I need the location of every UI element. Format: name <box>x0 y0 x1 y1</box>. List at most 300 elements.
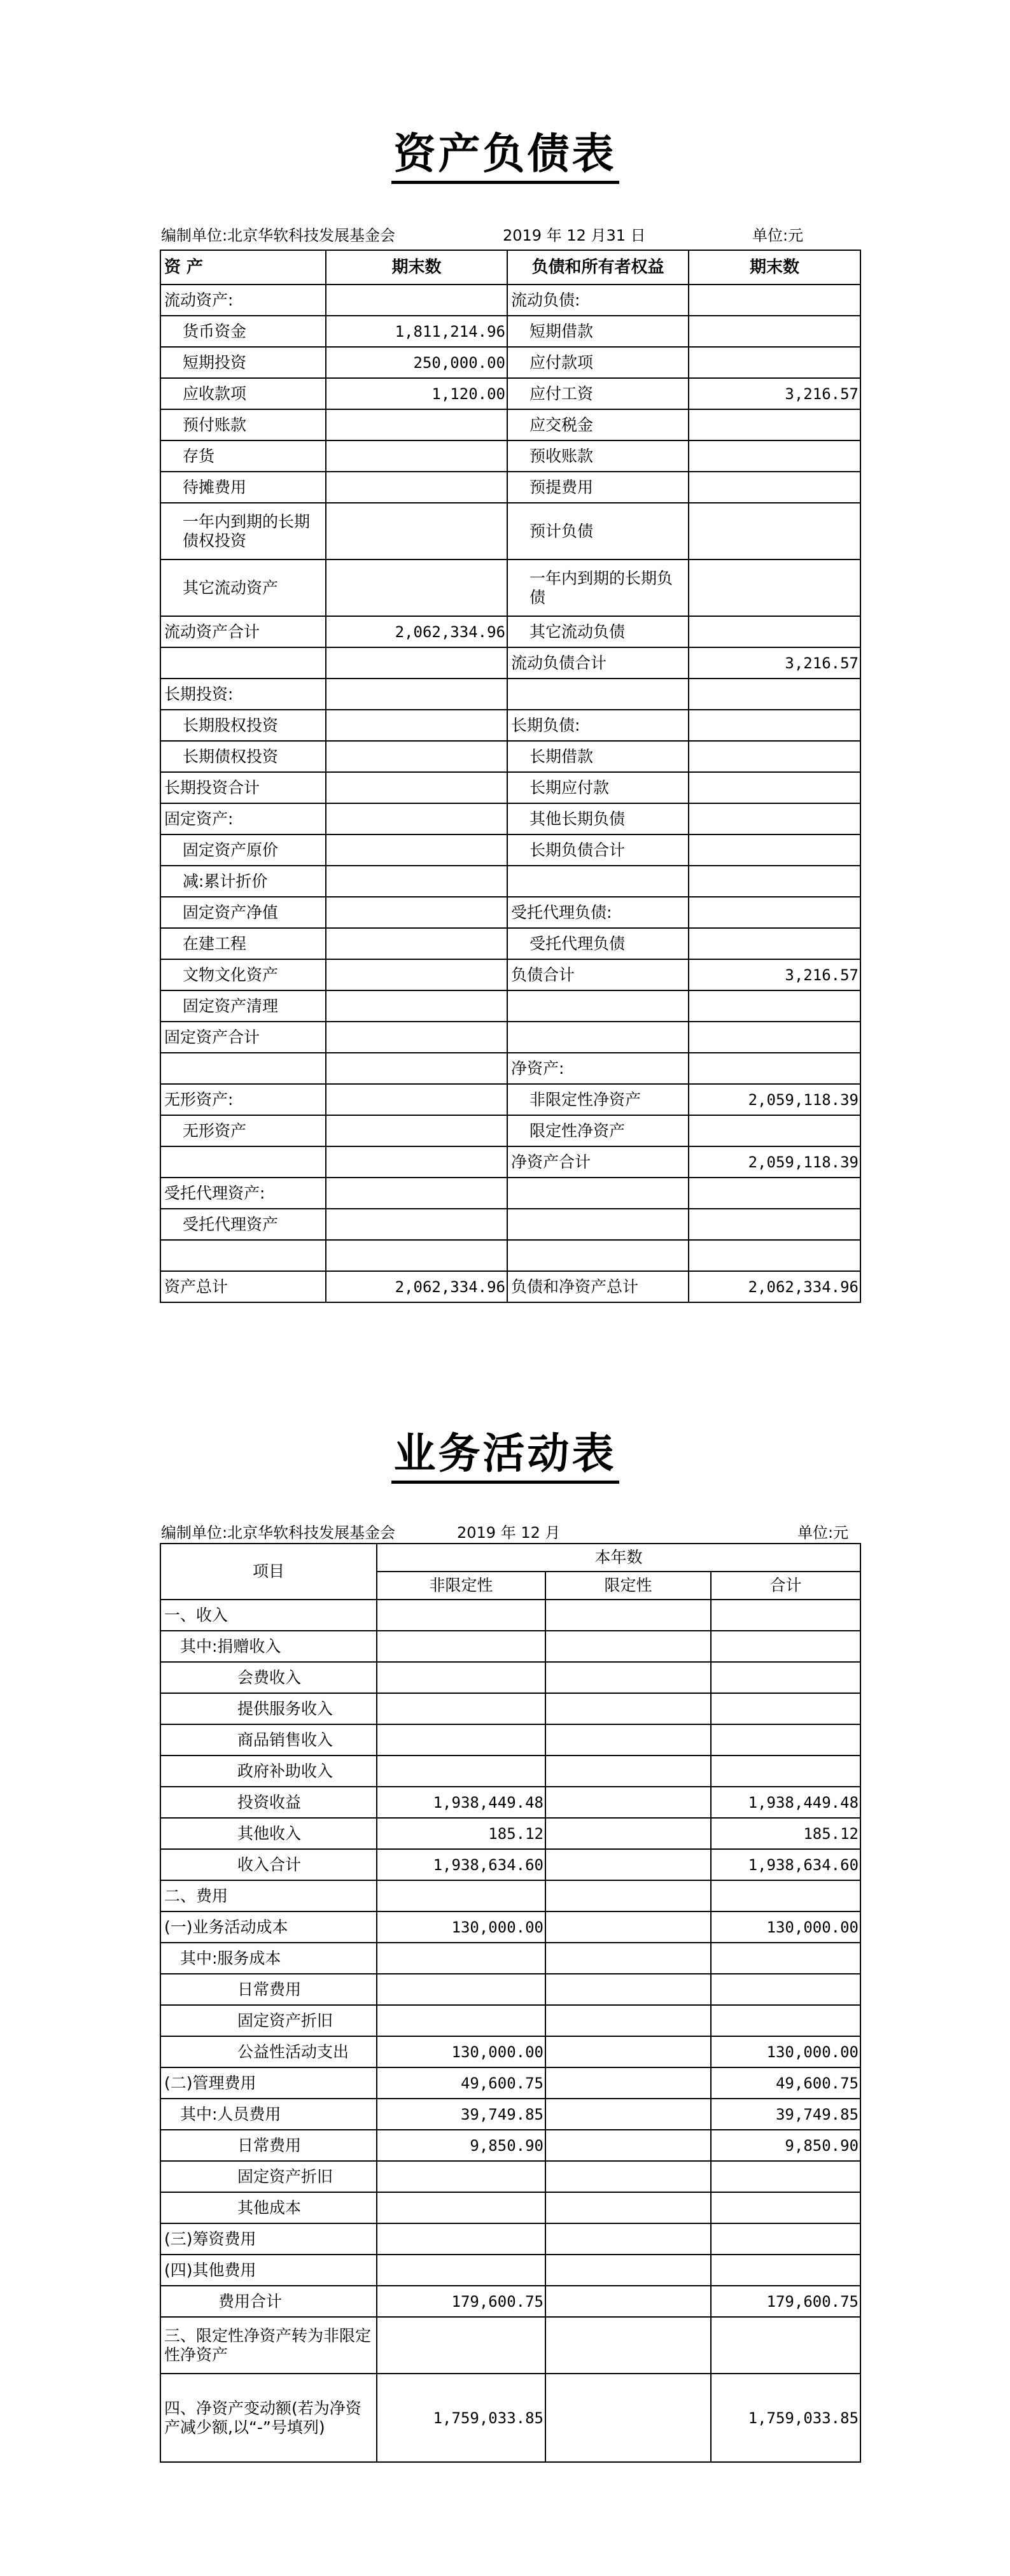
total-value <box>711 2192 860 2223</box>
liability-item: 长期应付款 <box>507 772 689 803</box>
total-value: 1,938,634.60 <box>711 1849 860 1880</box>
activity-row <box>160 2286 860 2317</box>
asset-period-end <box>326 560 507 616</box>
asset-period-end <box>326 959 507 990</box>
restricted-value <box>545 2067 711 2099</box>
liability-period-end: 3,216.57 <box>689 959 860 990</box>
balance-row <box>160 803 860 834</box>
asset-period-end <box>326 710 507 741</box>
balance-row <box>160 710 860 741</box>
asset-period-end <box>326 741 507 772</box>
liability-period-end <box>689 710 860 741</box>
total-value: 185.12 <box>711 1818 860 1849</box>
activity-row <box>160 2130 860 2161</box>
liability-item <box>507 990 689 1022</box>
asset-item: 其它流动资产 <box>160 560 326 616</box>
liability-period-end <box>689 440 860 472</box>
balance-row <box>160 503 860 560</box>
balance-row <box>160 1022 860 1053</box>
liability-item: 净资产: <box>507 1053 689 1084</box>
liability-item: 非限定性净资产 <box>507 1084 689 1115</box>
unrestricted-value: 130,000.00 <box>377 2036 545 2067</box>
activity-row <box>160 1600 860 1631</box>
total-value <box>711 1974 860 2005</box>
restricted-value <box>545 1974 711 2005</box>
liability-item <box>507 1178 689 1209</box>
asset-item: 资产总计 <box>160 1271 326 1302</box>
total-value <box>711 1943 860 1974</box>
asset-item: 固定资产合计 <box>160 1022 326 1053</box>
activity-row <box>160 1662 860 1693</box>
balance-row <box>160 1053 860 1084</box>
asset-period-end <box>326 1209 507 1240</box>
asset-item: 长期投资: <box>160 679 326 710</box>
activity-row <box>160 2005 860 2036</box>
item-header: 项目 <box>160 1544 377 1600</box>
liability-period-end <box>689 928 860 959</box>
asset-item: 应收款项 <box>160 378 326 409</box>
liability-item: 受托代理负债: <box>507 897 689 928</box>
restricted-value <box>545 2130 711 2161</box>
liability-item: 应交税金 <box>507 409 689 440</box>
activity-row <box>160 1724 860 1756</box>
unrestricted-value <box>377 1756 545 1787</box>
activity-item: 三、限定性净资产转为非限定性净资产 <box>160 2317 377 2374</box>
balance-row <box>160 440 860 472</box>
asset-period-end <box>326 472 507 503</box>
activity-row <box>160 1943 860 1974</box>
asset-item: 预付账款 <box>160 409 326 440</box>
balance-row <box>160 285 860 316</box>
asset-period-end <box>326 834 507 866</box>
activity-header-row-1 <box>160 1544 860 1572</box>
total-value: 39,749.85 <box>711 2099 860 2130</box>
activity-row <box>160 2036 860 2067</box>
activity-item: 会费收入 <box>160 1662 377 1693</box>
liabilities-header: 负债和所有者权益 <box>507 250 689 285</box>
asset-period-end: 1,811,214.96 <box>326 316 507 347</box>
asset-item: 一年内到期的长期债权投资 <box>160 503 326 560</box>
liability-period-end: 3,216.57 <box>689 647 860 679</box>
restricted-value <box>545 1787 711 1818</box>
asset-period-end <box>326 647 507 679</box>
liability-period-end <box>689 1178 860 1209</box>
asset-item: 长期投资合计 <box>160 772 326 803</box>
total-value: 130,000.00 <box>711 2036 860 2067</box>
liability-item: 长期负债: <box>507 710 689 741</box>
liability-item <box>507 866 689 897</box>
liability-period-end <box>689 741 860 772</box>
activity-item: 商品销售收入 <box>160 1724 377 1756</box>
liability-item: 长期借款 <box>507 741 689 772</box>
total-value: 179,600.75 <box>711 2286 860 2317</box>
balance-row <box>160 1240 860 1271</box>
unrestricted-value: 49,600.75 <box>377 2067 545 2099</box>
activity-item: 其他成本 <box>160 2192 377 2223</box>
unrestricted-value <box>377 2192 545 2223</box>
liability-period-end <box>689 1022 860 1053</box>
activity-row <box>160 1880 860 1911</box>
assets-header: 资 产 <box>160 250 326 285</box>
balance-row <box>160 378 860 409</box>
liability-item: 其它流动负债 <box>507 616 689 647</box>
unrestricted-value <box>377 1974 545 2005</box>
unrestricted-value: 1,759,033.85 <box>377 2374 545 2462</box>
restricted-value <box>545 1943 711 1974</box>
asset-period-end <box>326 928 507 959</box>
liability-item: 应付工资 <box>507 378 689 409</box>
liability-period-end <box>689 1209 860 1240</box>
asset-item: 受托代理资产 <box>160 1209 326 1240</box>
asset-item: 在建工程 <box>160 928 326 959</box>
total-value <box>711 2255 860 2286</box>
unrestricted-value: 1,938,634.60 <box>377 1849 545 1880</box>
asset-item: 固定资产清理 <box>160 990 326 1022</box>
unrestricted-value: 185.12 <box>377 1818 545 1849</box>
restricted-value <box>545 1818 711 1849</box>
asset-period-end: 1,120.00 <box>326 378 507 409</box>
unrestricted-value: 9,850.90 <box>377 2130 545 2161</box>
activity-row <box>160 2192 860 2223</box>
total-value <box>711 1756 860 1787</box>
asset-item: 长期股权投资 <box>160 710 326 741</box>
asset-item: 固定资产原价 <box>160 834 326 866</box>
liability-item: 流动负债: <box>507 285 689 316</box>
asset-period-end <box>326 409 507 440</box>
asset-item: 无形资产 <box>160 1115 326 1146</box>
activity-item: 提供服务收入 <box>160 1693 377 1724</box>
balance-row <box>160 772 860 803</box>
unrestricted-value <box>377 2255 545 2286</box>
total-value <box>711 1880 860 1911</box>
activity-item: 其他收入 <box>160 1818 377 1849</box>
liability-period-end <box>689 285 860 316</box>
liabilities-period-end-header: 期末数 <box>689 250 860 285</box>
liability-period-end <box>689 1115 860 1146</box>
balance-row <box>160 347 860 378</box>
activity-row <box>160 2223 860 2255</box>
restricted-value <box>545 1631 711 1662</box>
unrestricted-value <box>377 1662 545 1693</box>
liability-item: 负债合计 <box>507 959 689 990</box>
activity-statement-title: 业务活动表 <box>0 1419 1010 1480</box>
balance-row <box>160 928 860 959</box>
liability-period-end <box>689 347 860 378</box>
balance-row <box>160 897 860 928</box>
restricted-header: 限定性 <box>545 1572 711 1600</box>
liability-period-end <box>689 834 860 866</box>
liability-item: 预提费用 <box>507 472 689 503</box>
liability-item <box>507 1240 689 1271</box>
activity-row <box>160 2374 860 2462</box>
asset-item: 固定资产: <box>160 803 326 834</box>
balance-row <box>160 834 860 866</box>
liability-item <box>507 679 689 710</box>
liability-item: 一年内到期的长期负债 <box>507 560 689 616</box>
liability-period-end: 3,216.57 <box>689 378 860 409</box>
balance-row <box>160 990 860 1022</box>
asset-period-end <box>326 1178 507 1209</box>
liability-period-end <box>689 990 860 1022</box>
asset-item: 短期投资 <box>160 347 326 378</box>
balance-row <box>160 1115 860 1146</box>
total-value: 9,850.90 <box>711 2130 860 2161</box>
activity-item: 其中:捐赠收入 <box>160 1631 377 1662</box>
activity-item: (一)业务活动成本 <box>160 1911 377 1943</box>
unrestricted-value <box>377 2161 545 2192</box>
activity-item: 收入合计 <box>160 1849 377 1880</box>
unrestricted-value <box>377 2317 545 2374</box>
activity-row <box>160 1974 860 2005</box>
liability-period-end <box>689 1240 860 1271</box>
total-value <box>711 2161 860 2192</box>
asset-period-end: 2,062,334.96 <box>326 616 507 647</box>
asset-period-end <box>326 503 507 560</box>
activity-item: (三)筹资费用 <box>160 2223 377 2255</box>
balance-row <box>160 679 860 710</box>
activity-row <box>160 2067 860 2099</box>
balance-row <box>160 741 860 772</box>
activity-item: 一、收入 <box>160 1600 377 1631</box>
balance-unit-org: 编制单位:北京华软科技发展基金会 <box>161 227 396 244</box>
asset-period-end <box>326 803 507 834</box>
balance-row <box>160 959 860 990</box>
activity-row <box>160 1693 860 1724</box>
activity-item: 日常费用 <box>160 1974 377 2005</box>
balance-row <box>160 1271 860 1302</box>
asset-period-end <box>326 1022 507 1053</box>
asset-period-end: 2,062,334.96 <box>326 1271 507 1302</box>
assets-period-end-header: 期末数 <box>326 250 507 285</box>
asset-period-end <box>326 1146 507 1178</box>
balance-row <box>160 647 860 679</box>
activity-row <box>160 2255 860 2286</box>
asset-item: 受托代理资产: <box>160 1178 326 1209</box>
asset-item: 固定资产净值 <box>160 897 326 928</box>
total-value <box>711 2317 860 2374</box>
asset-item: 减:累计折价 <box>160 866 326 897</box>
activity-row <box>160 1756 860 1787</box>
liability-period-end <box>689 616 860 647</box>
activity-unit: 单位:元 <box>797 1524 849 1542</box>
asset-period-end <box>326 897 507 928</box>
total-value <box>711 1724 860 1756</box>
liability-item: 长期负债合计 <box>507 834 689 866</box>
asset-item: 流动资产: <box>160 285 326 316</box>
activity-row <box>160 1787 860 1818</box>
liability-item: 流动负债合计 <box>507 647 689 679</box>
liability-period-end <box>689 772 860 803</box>
asset-period-end <box>326 1053 507 1084</box>
liability-period-end <box>689 803 860 834</box>
activity-date: 2019 年 12 月 <box>457 1524 561 1542</box>
activity-item: 日常费用 <box>160 2130 377 2161</box>
activity-item: 四、净资产变动额(若为净资产减少额,以“-”号填列) <box>160 2374 377 2462</box>
restricted-value <box>545 2005 711 2036</box>
asset-item <box>160 1053 326 1084</box>
asset-period-end <box>326 1115 507 1146</box>
total-value: 130,000.00 <box>711 1911 860 1943</box>
total-header: 合计 <box>711 1572 860 1600</box>
unrestricted-value <box>377 2223 545 2255</box>
asset-item: 长期债权投资 <box>160 741 326 772</box>
activity-item: 固定资产折旧 <box>160 2161 377 2192</box>
asset-item: 文物文化资产 <box>160 959 326 990</box>
total-value: 1,938,449.48 <box>711 1787 860 1818</box>
asset-item: 存货 <box>160 440 326 472</box>
unrestricted-value <box>377 1631 545 1662</box>
liability-period-end <box>689 409 860 440</box>
balance-row <box>160 1209 860 1240</box>
unrestricted-value: 179,600.75 <box>377 2286 545 2317</box>
activity-row <box>160 1849 860 1880</box>
asset-period-end <box>326 866 507 897</box>
asset-item: 待摊费用 <box>160 472 326 503</box>
unrestricted-value <box>377 1880 545 1911</box>
asset-period-end <box>326 772 507 803</box>
restricted-value <box>545 2317 711 2374</box>
asset-period-end <box>326 440 507 472</box>
balance-row <box>160 472 860 503</box>
asset-item: 流动资产合计 <box>160 616 326 647</box>
current-year-header: 本年数 <box>377 1544 860 1572</box>
restricted-value <box>545 1756 711 1787</box>
total-value <box>711 1662 860 1693</box>
balance-unit: 单位:元 <box>752 227 804 244</box>
balance-sheet-title: 资产负债表 <box>0 120 1010 180</box>
asset-period-end: 250,000.00 <box>326 347 507 378</box>
unrestricted-value <box>377 1600 545 1631</box>
asset-period-end <box>326 1240 507 1271</box>
asset-item <box>160 647 326 679</box>
total-value: 1,759,033.85 <box>711 2374 860 2462</box>
restricted-value <box>545 1693 711 1724</box>
liability-item: 其他长期负债 <box>507 803 689 834</box>
restricted-value <box>545 1880 711 1911</box>
activity-row <box>160 2099 860 2130</box>
liability-period-end <box>689 316 860 347</box>
restricted-value <box>545 2099 711 2130</box>
activity-item: 政府补助收入 <box>160 1756 377 1787</box>
balance-row <box>160 616 860 647</box>
restricted-value <box>545 1911 711 1943</box>
unrestricted-value <box>377 1943 545 1974</box>
activity-row <box>160 1818 860 1849</box>
asset-item: 无形资产: <box>160 1084 326 1115</box>
liability-period-end: 2,062,334.96 <box>689 1271 860 1302</box>
restricted-value <box>545 1662 711 1693</box>
balance-row <box>160 560 860 616</box>
restricted-value <box>545 2161 711 2192</box>
liability-period-end <box>689 679 860 710</box>
activity-item: 二、费用 <box>160 1880 377 1911</box>
restricted-value <box>545 2255 711 2286</box>
total-value <box>711 2005 860 2036</box>
liability-item: 受托代理负债 <box>507 928 689 959</box>
restricted-value <box>545 2223 711 2255</box>
asset-period-end <box>326 1084 507 1115</box>
balance-header-row <box>160 250 860 285</box>
activity-item: 其中:人员费用 <box>160 2099 377 2130</box>
activity-item: 费用合计 <box>160 2286 377 2317</box>
total-value <box>711 2223 860 2255</box>
unrestricted-header: 非限定性 <box>377 1572 545 1600</box>
activity-statement-table <box>160 1543 861 2463</box>
liability-item <box>507 1022 689 1053</box>
liability-item: 净资产合计 <box>507 1146 689 1178</box>
liability-item: 预收账款 <box>507 440 689 472</box>
liability-period-end <box>689 866 860 897</box>
activity-row <box>160 1911 860 1943</box>
liability-period-end <box>689 472 860 503</box>
activity-row <box>160 2161 860 2192</box>
activity-item: (二)管理费用 <box>160 2067 377 2099</box>
activity-unit-org: 编制单位:北京华软科技发展基金会 <box>161 1524 396 1542</box>
restricted-value <box>545 1724 711 1756</box>
unrestricted-value: 130,000.00 <box>377 1911 545 1943</box>
liability-period-end <box>689 560 860 616</box>
unrestricted-value <box>377 1724 545 1756</box>
balance-row <box>160 316 860 347</box>
liability-item <box>507 1209 689 1240</box>
balance-sheet-table <box>160 250 861 1303</box>
activity-row <box>160 1631 860 1662</box>
liability-period-end <box>689 503 860 560</box>
balance-row <box>160 1178 860 1209</box>
liability-period-end <box>689 1053 860 1084</box>
total-value <box>711 1631 860 1662</box>
activity-item: (四)其他费用 <box>160 2255 377 2286</box>
total-value <box>711 1600 860 1631</box>
restricted-value <box>545 1600 711 1631</box>
liability-item: 预计负债 <box>507 503 689 560</box>
liability-period-end <box>689 897 860 928</box>
activity-item: 固定资产折旧 <box>160 2005 377 2036</box>
asset-item <box>160 1146 326 1178</box>
activity-item: 公益性活动支出 <box>160 2036 377 2067</box>
balance-row <box>160 1084 860 1115</box>
balance-row <box>160 409 860 440</box>
balance-date: 2019 年 12 月31 日 <box>503 227 646 244</box>
activity-item: 其中:服务成本 <box>160 1943 377 1974</box>
asset-item <box>160 1240 326 1271</box>
total-value: 49,600.75 <box>711 2067 860 2099</box>
restricted-value <box>545 2286 711 2317</box>
restricted-value <box>545 2192 711 2223</box>
restricted-value <box>545 2374 711 2462</box>
liability-item: 短期借款 <box>507 316 689 347</box>
liability-item: 限定性净资产 <box>507 1115 689 1146</box>
unrestricted-value: 39,749.85 <box>377 2099 545 2130</box>
asset-period-end <box>326 285 507 316</box>
asset-period-end <box>326 990 507 1022</box>
liability-period-end: 2,059,118.39 <box>689 1084 860 1115</box>
activity-row <box>160 2317 860 2374</box>
liability-item: 负债和净资产总计 <box>507 1271 689 1302</box>
balance-row <box>160 866 860 897</box>
activity-item: 投资收益 <box>160 1787 377 1818</box>
liability-item: 应付款项 <box>507 347 689 378</box>
unrestricted-value <box>377 2005 545 2036</box>
restricted-value <box>545 1849 711 1880</box>
restricted-value <box>545 2036 711 2067</box>
unrestricted-value: 1,938,449.48 <box>377 1787 545 1818</box>
total-value <box>711 1693 860 1724</box>
liability-period-end: 2,059,118.39 <box>689 1146 860 1178</box>
balance-row <box>160 1146 860 1178</box>
asset-period-end <box>326 679 507 710</box>
unrestricted-value <box>377 1693 545 1724</box>
